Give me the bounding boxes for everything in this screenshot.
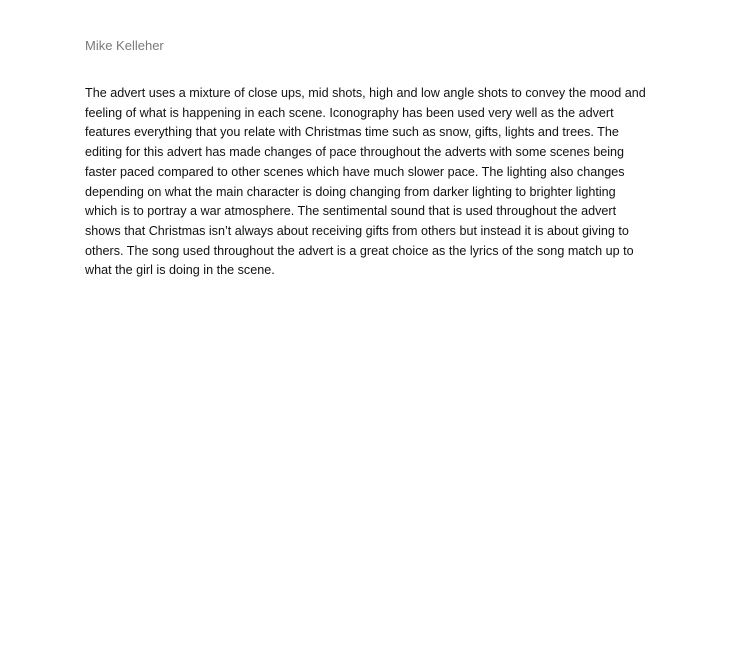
paragraph-line: faster paced compared to other scenes which have much slower pace. The lighting also changes: [85, 164, 625, 179]
author-name: Mike Kelleher: [85, 38, 164, 53]
paragraph-line: shows that Christmas isn’t always about receiving gifts from others but instead it is about giving to: [85, 223, 629, 238]
paragraph-line: depending on what the main character is doing changing from darker lighting to brighter lighting: [85, 184, 616, 199]
paragraph-line: editing for this advert has made changes of pace throughout the adverts with some scenes being: [85, 145, 625, 160]
paragraph-line: features everything that you relate with Christmas time such as snow, gifts, lights and trees. The: [85, 125, 619, 140]
paragraph-line: feeling of what is happening in each scene. Iconography has been used very well as the advert: [85, 105, 614, 120]
paragraph-line: others. The song used throughout the advert is a great choice as the lyrics of the song match up to: [85, 243, 634, 258]
paragraph-line: which is to portray a war atmosphere. The sentimental sound that is used throughout the advert: [85, 204, 617, 219]
paragraph-line: The advert uses a mixture of close ups, mid shots, high and low angle shots to convey the mood and: [85, 86, 646, 100]
paragraph-line: what the girl is doing in the scene.: [85, 263, 275, 278]
body-paragraph: [85, 84, 665, 281]
